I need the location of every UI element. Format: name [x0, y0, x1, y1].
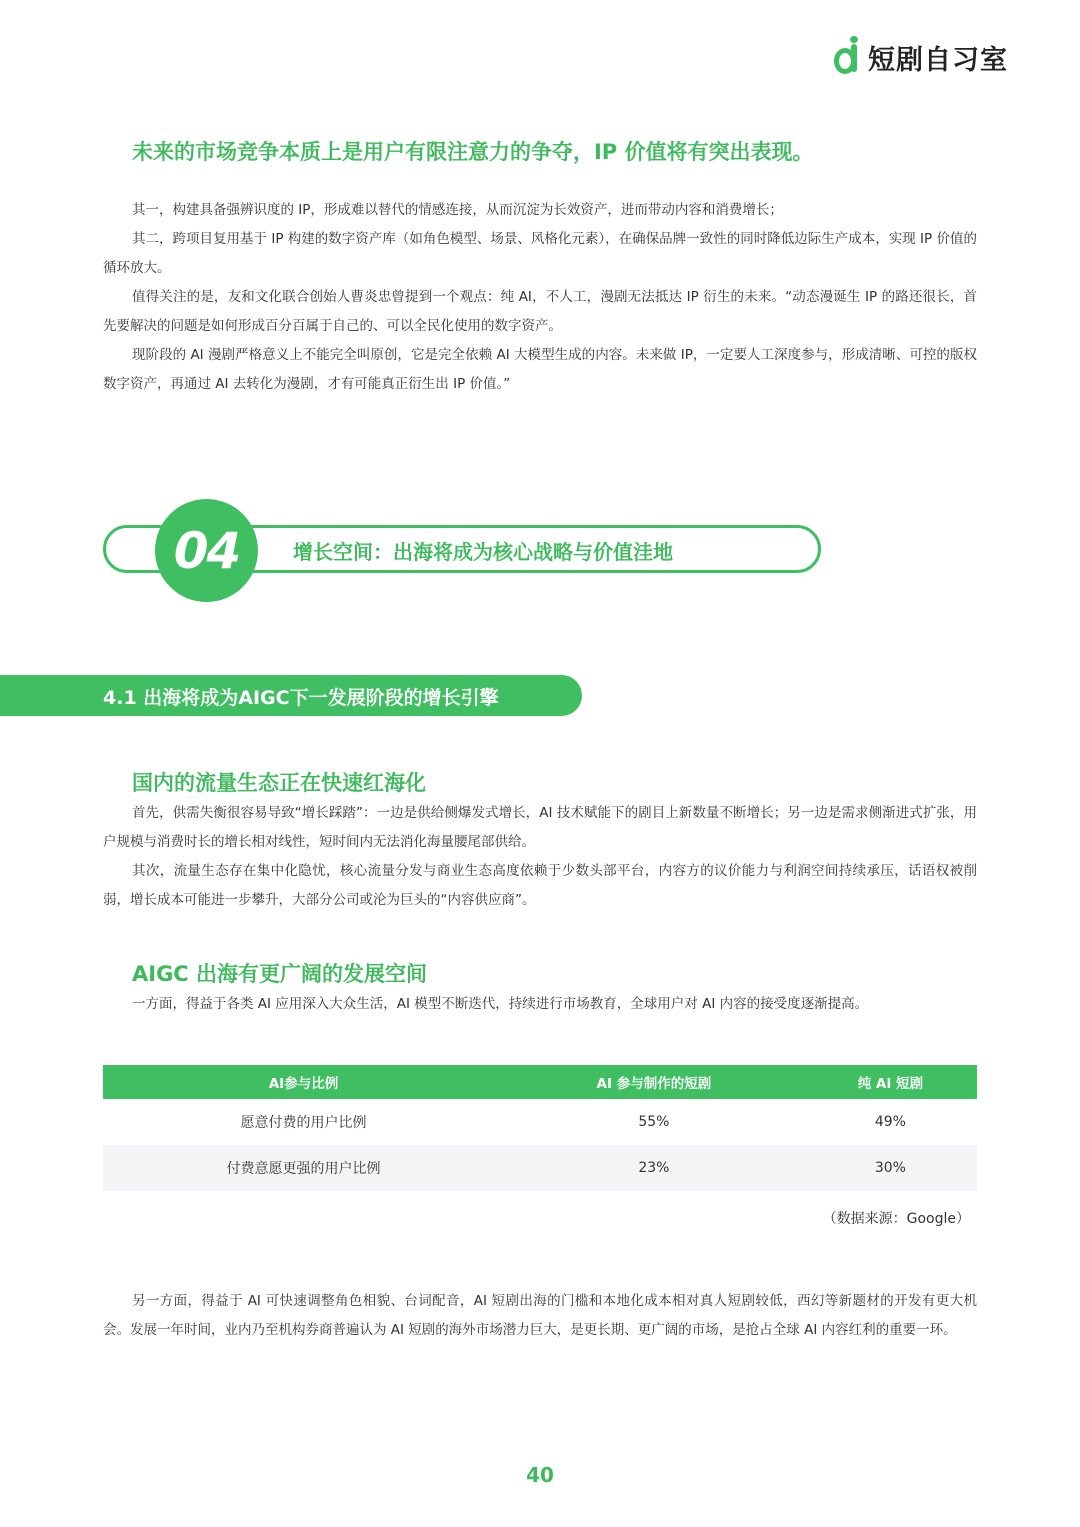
- brand-d-icon: [832, 36, 862, 78]
- table-header-cell: 纯 AI 短剧: [804, 1065, 977, 1099]
- table-cell: 49%: [804, 1099, 977, 1145]
- table-cell: 付费意愿更强的用户比例: [103, 1145, 504, 1191]
- intro-paragraph-4: 现阶段的 AI 漫剧严格意义上不能完全叫原创，它是完全依赖 AI 大模型生成的内容。未来做 IP，一定要人工深度参与，形成清晰、可控的版权数字资产，再通过 AI 去转化为漫剧，才有可能真正衍生出 IP 价值。”: [103, 347, 977, 392]
- table-cell: 55%: [504, 1099, 804, 1145]
- table-header-cell: AI参与比例: [103, 1065, 504, 1099]
- table-header-cell: AI 参与制作的短剧: [504, 1065, 804, 1099]
- brand-logo-text: 短剧自习室: [868, 44, 1008, 76]
- table-cell: 23%: [504, 1145, 804, 1191]
- section-number: 04: [173, 521, 240, 580]
- table-cell: 30%: [804, 1145, 977, 1191]
- block2-paragraph-1: 一方面，得益于各类 AI 应用深入大众生活，AI 模型不断迭代，持续进行市场教育，全球用户对 AI 内容的接受度逐渐提高。: [132, 996, 869, 1012]
- block1-paragraph-1: 首先，供需失衡很容易导致“增长踩踏”：一边是供给侧爆发式增长，AI 技术赋能下的剧目上新数量不断增长；另一边是需求侧渐进式扩张，用户规模与消费时长的增长相对线性，短时间内无法消化海量腰尾部供给。: [103, 805, 977, 850]
- block2-heading: AIGC 出海有更广阔的发展空间: [132, 962, 428, 986]
- intro-paragraph-2: 其二，跨项目复用基于 IP 构建的数字资产库（如角色模型、场景、风格化元素），在确保品牌一致性的同时降低边际生产成本，实现 IP 价值的循环放大。: [103, 231, 977, 276]
- intro-paragraph-1: 其一，构建具备强辨识度的 IP，形成难以替代的情感连接，从而沉淀为长效资产，进而带动内容和消费增长；: [132, 202, 783, 218]
- section-number-badge: [155, 499, 258, 602]
- block1-paragraph-2: 其次，流量生态存在集中化隐忧，核心流量分发与商业生态高度依赖于少数头部平台，内容方的议价能力与利润空间持续承压，话语权被削弱，增长成本可能进一步攀升，大部分公司或沦为巨头的“内容供应商”。: [103, 863, 977, 908]
- section-title: 增长空间：出海将成为核心战略与价值洼地: [293, 540, 673, 564]
- subsection-title: 4.1 出海将成为AIGC下一发展阶段的增长引擎: [103, 687, 499, 709]
- intro-heading: 未来的市场竞争本质上是用户有限注意力的争夺，IP 价值将有突出表现。: [132, 140, 814, 164]
- closing-paragraph: 另一方面，得益于 AI 可快速调整角色相貌、台词配音，AI 短剧出海的门槛和本地化成本相对真人短剧较低，西幻等新题材的开发有更大机会。发展一年时间，业内乃至机构券商普遍认为 AI 短剧的海外市场潜力巨大，是更长期、更广阔的市场，是抢占全球 AI 内容红利的重要一环。: [103, 1293, 977, 1338]
- block1-heading: 国内的流量生态正在快速红海化: [132, 771, 426, 795]
- table-cell: 愿意付费的用户比例: [103, 1099, 504, 1145]
- table-row: [103, 1099, 977, 1145]
- table-source: （数据来源：Google）: [822, 1211, 970, 1227]
- brand-logo: [832, 36, 1008, 78]
- table-header-row: [103, 1065, 977, 1099]
- page-number: 40: [526, 1463, 554, 1487]
- table-row: [103, 1145, 977, 1191]
- data-table: [103, 1065, 977, 1191]
- intro-paragraph-3: 值得关注的是，友和文化联合创始人曹炎忠曾提到一个观点：纯 AI，不人工，漫剧无法抵达 IP 衍生的未来。“动态漫诞生 IP 的路还很长，首先要解决的问题是如何形成百分百属于自己的、可以全民化使用的数字资产。: [103, 289, 977, 334]
